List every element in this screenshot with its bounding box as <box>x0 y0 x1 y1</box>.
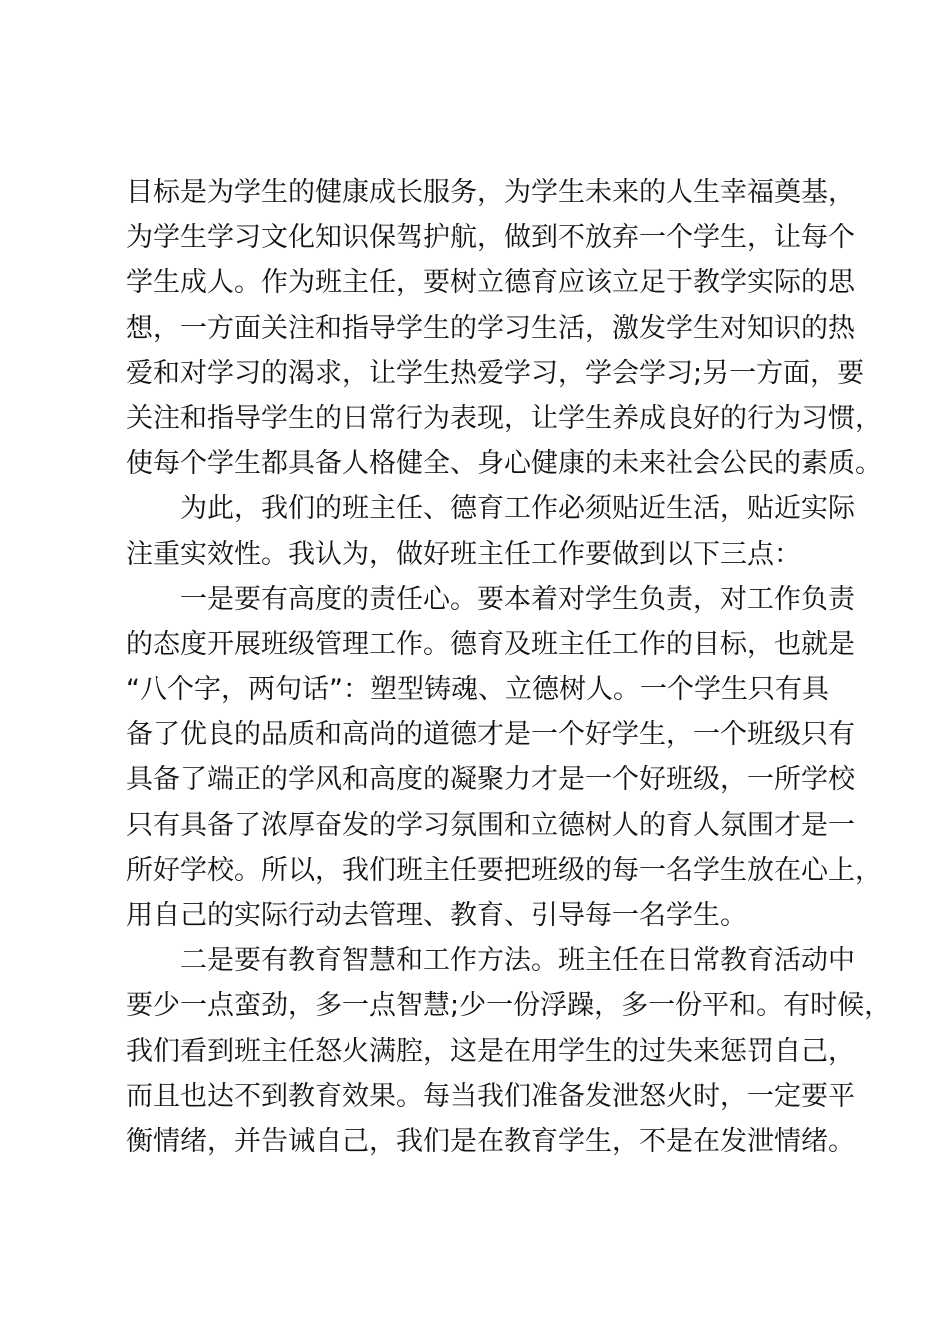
text-line: 爱和对学习的渴求，让学生热爱学习，学会学习;另一方面，要 <box>126 357 865 389</box>
text-line: 学生成人。作为班主任，要树立德育应该立足于教学实际的思 <box>126 267 855 299</box>
text-line: 衡情绪，并告诫自己，我们是在教育学生，不是在发泄情绪。 <box>126 1125 855 1157</box>
paragraph-start-line: 一是要有高度的责任心。要本着对学生负责，对工作负责 <box>180 583 855 615</box>
text-line: 想，一方面关注和指导学生的学习生活，激发学生对知识的热 <box>126 312 855 344</box>
text-line: 备了优良的品质和高尚的道德才是一个好学生，一个班级只有 <box>126 719 855 751</box>
text-line: 使每个学生都具备人格健全、身心健康的未来社会公民的素质。 <box>126 448 882 480</box>
text-line: 具备了端正的学风和高度的凝聚力才是一个好班级，一所学校 <box>126 764 855 796</box>
text-line: 用自己的实际行动去管理、教育、引导每一名学生。 <box>126 900 747 931</box>
paragraph-start-line: 为此，我们的班主任、德育工作必须贴近生活，贴近实际 <box>180 493 855 525</box>
text-line: 注重实效性。我认为，做好班主任工作要做到以下三点： <box>126 538 801 570</box>
text-line: 要少一点蛮劲，多一点智慧;少一份浮躁，多一份平和。有时候， <box>126 990 892 1022</box>
paragraph-start-line: 二是要有教育智慧和工作方法。班主任在日常教育活动中 <box>180 945 855 977</box>
text-line: 关注和指导学生的日常行为表现，让学生养成良好的行为习惯， <box>126 402 882 434</box>
text-line: 而且也达不到教育效果。每当我们准备发泄怒火时，一定要平 <box>126 1080 855 1112</box>
text-line: 目标是为学生的健康成长服务，为学生未来的人生幸福奠基， <box>126 177 855 208</box>
text-line: 只有具备了浓厚奋发的学习氛围和立德树人的育人氛围才是一 <box>126 809 855 841</box>
text-line: 所好学校。所以，我们班主任要把班级的每一名学生放在心上， <box>126 854 882 886</box>
text-line: “八个字，两句话”：塑型铸魂、立德树人。一个学生只有具 <box>126 674 829 706</box>
text-line: 的态度开展班级管理工作。德育及班主任工作的目标，也就是 <box>126 628 855 660</box>
text-line: 为学生学习文化知识保驾护航，做到不放弃一个学生，让每个 <box>126 222 855 254</box>
text-line: 我们看到班主任怒火满腔，这是在用学生的过失来惩罚自己， <box>126 1035 855 1067</box>
body-text <box>126 170 892 1164</box>
